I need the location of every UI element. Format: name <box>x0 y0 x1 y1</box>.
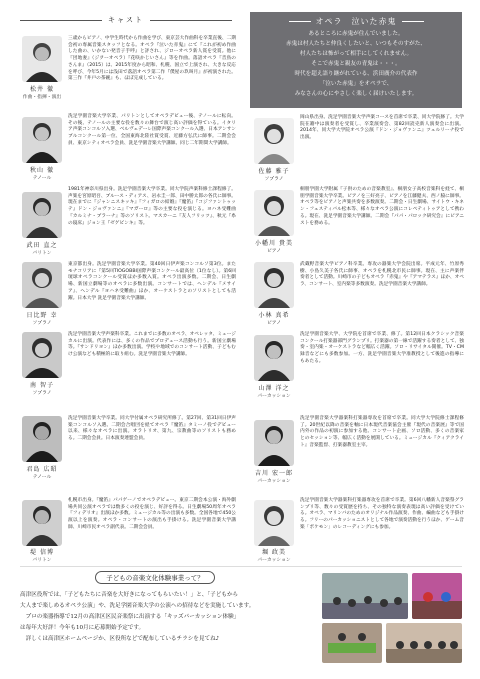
cast-name-block <box>18 310 66 326</box>
description-line: 大人まで楽しめるオペラ公演」や、洗足学園音楽大学の公演への招待などを実施しています。 <box>20 603 255 609</box>
event-photo-audience <box>322 573 408 619</box>
program-banner-title: 子どもの音楽文化体験事業って？ <box>95 571 215 584</box>
cast-role: 作曲・指揮・演出 <box>22 95 62 100</box>
cast-name-block <box>18 380 66 396</box>
cast-name: 吉川 宏一郎 <box>255 470 293 477</box>
cast-photo <box>254 262 294 308</box>
event-photos <box>322 573 462 665</box>
cast-name-block <box>18 165 66 181</box>
cast-name-block <box>250 166 298 182</box>
cast-bio: 洗足学園音楽大学卒業、パリトンとしてオペラデビュー後、テノールに転向。その後、テノールの主要な役を数々の舞台で演じ高い評価を得ている。イタリア声楽コンコルソ入選、ベルヴェデーレ国際声楽コンクール入選、日本アンサンブルコンクール第一位、全国東海北陸社賞受賞、近藤方弘氏に師事。二期会会員、東京シティオペラ会員、洗足学園音楽大学講師。同じ二年期間大学講師。 <box>68 114 236 146</box>
cast-name: 君島 広昭 <box>26 466 58 473</box>
cast-photo <box>254 190 294 236</box>
opera-line: 村人たちは怖がって相手にしてくれません。 <box>299 51 413 57</box>
cast-name: 南 智子 <box>30 382 54 389</box>
cast-name: 松井 徹 <box>30 86 54 93</box>
cast-name-block <box>250 383 298 399</box>
cast-bio: 札幌市出身。『魔笛』パパゲーノでオペラデビュー。東京二期会本公演・海外劇場共同公演オペラでは数多くの役を演じ、好評を得る。日生劇場50周年オペラ『フィデリオ』出演ほか多数。ミュージカル等の出演も多数。全国各地で450公演以上を演奏。オペラ・コンサートの演出も手掛ける。洗足学園音楽大学講師、川崎市民オペラ副代表。二期会会員。 <box>68 498 236 530</box>
cast-name: 武田 直之 <box>26 242 58 249</box>
cast-name: 山澤 洋之 <box>258 385 290 392</box>
description-line: プロの楽器指導で12月の高津区区民音楽祭に出演する「キッズパーカッション体験」 <box>20 614 240 620</box>
cast-name-block <box>18 84 66 100</box>
cast-role: パーカッション <box>257 394 291 399</box>
cast-photo <box>22 192 62 238</box>
cast-name: 堤 信博 <box>30 549 54 556</box>
cast-bio: 洗足学園音楽大学、大学院を首席で卒業、修了。第12回日本クラシック音楽コンクール打楽器部門グランプリ。打楽器の第一線で活躍する奏者として、独奏・室内楽・オーケストラなど幅広く活躍。ソロ・リサイタル開催。TV・CM録音などにも多数参加。一方、洗足学園音楽大学准教授として後進の指導にもあたる。 <box>300 332 464 364</box>
opera-line: そこで赤鬼と親友の青鬼は・・・。 <box>311 61 401 67</box>
program-banner <box>20 570 290 584</box>
section-divider <box>20 566 462 567</box>
opera-line: あるところに赤鬼が住んでいました。 <box>308 31 404 37</box>
cast-bio: 洗足学園音楽大学器楽科打楽器専攻を首席で卒業。第6回八幡新人音楽祭グランプリ等、数々の受賞歴を持ち、その独特な演奏表現は高い評価を受けている。オペラ、マリンバのためのオリジナル作品演奏、作曲、編曲なども手掛ける。フリーのパーカッショニストとして各地で演奏活動を行うほか、ゲーム音楽「ポケモン」のレコーディングにも参加。 <box>300 498 464 530</box>
cast-role: パーカッション <box>257 558 291 563</box>
cast-photo <box>22 262 62 308</box>
cast-name: 小林 真希 <box>258 312 290 319</box>
cast-name-block <box>18 547 66 563</box>
opera-line: 「泣いた赤鬼」をオペラで、 <box>319 81 393 87</box>
description-line: 詳しくは高津区ホームページか、区役所などで配布しているチラシを見てね♪ <box>20 636 220 642</box>
cast-role: ピアノ <box>266 321 281 326</box>
cast-photo <box>22 500 62 546</box>
cast-role: テノール <box>32 475 52 480</box>
cast-role: ソプラノ <box>32 391 52 396</box>
cast-role: バリトン <box>32 558 52 563</box>
cast-photo <box>22 416 62 462</box>
cast-role: ソプラノ <box>264 177 284 182</box>
cast-photo <box>254 500 294 546</box>
cast-name-block <box>18 464 66 480</box>
description-line: 高津区役所では、「子どもたちに音楽を大好きになってもらいたい！」と、「子どもから <box>20 592 239 598</box>
cast-photo <box>254 118 294 164</box>
cast-photo <box>254 335 294 381</box>
cast-bio: 三歳からピアノ、中学生時代から作曲を学び、東京芸大作曲科を卒業直後、二期会初の専属音楽スタッフとなる。オペラ『泣いた赤鬼』にて『これが初め作曲した曲の、いかない発音子手呼』と評され、ジローオペラ新人賞を受賞。他に『団地妻』（ジヲーオペラ）『花咲かじいさん』等を作曲。落語オペラ『音鳥のさんま』（2015）は、2015年度から昭和、札幌、国立で上演され、大きな反応を呼び、今年5月には浅田で落語オペラ第二作『僕屋の玖叫月』が初演された。第三作『井戸の茶碗』も、ほぼ完成している。 <box>68 36 236 82</box>
cast-photo <box>254 420 294 466</box>
cast-name: 秋山 徹 <box>30 167 54 174</box>
cast-role: バリトン <box>32 251 52 256</box>
opera-title <box>256 16 456 27</box>
cast-bio: 洗足学園音楽大学声楽科卒業。これまでに多数のオペラ、オペレッタ、ミュージカルに出演。代表作には、多くの作品でプロデュース活動も行う。新国立劇場等。『サンドリヨン』ほか多数出演。学校や地域でのコンサート活動、子どもむけ公演なども積極的に取り組む。洗足学園音楽大学講師。 <box>68 332 236 358</box>
cast-bio: 武蔵野音楽大学ピアノ科卒業。専攻の器楽大学会院出席。平成元年、竹原秀樹、小島久美子各氏に師事、オペラを札幌北市民に師事。現在、主に声楽伴奏者として活動。川崎市の子どもオペラ『赤鬼』や『アマテラス』ほか、オペラ、コンサート、室内楽等多数演奏。洗足学園音楽大学講師。 <box>300 262 464 288</box>
cast-role: ソプラノ <box>32 321 52 326</box>
event-photo-stage <box>412 573 462 619</box>
cast-bio: 岡山県出身。洗足学園音楽大学声楽コースを首席で卒業、同大学院修了。大学院在籍中は演奏者を受賞し、卒業演奏会、第82回読売新人演奏会に出演。2014年、同大学大学院オペラ公演『ドン・ジョヴァンニ』ツェルリーナ役で出演。 <box>300 115 464 141</box>
cast-photo <box>22 117 62 163</box>
opera-line: 時代を超え語り継がれている、浜田廣介の代表作 <box>294 71 418 77</box>
opera-line: みなさんの心にやさしく楽しく届けいたします。 <box>294 91 418 97</box>
opera-line: 赤鬼は村人たちと仲良くしたいと、いつもそのすがた、 <box>286 41 426 47</box>
cast-name: 佐藤 雅子 <box>258 168 290 175</box>
cast-bio: 桐朋学園大学附属『子供のための音楽教室』、桐朋女子高校音楽科を経て、桐朋学園音楽大学卒業。ピアノを三好亮子、ピアノを江藤健夫、西ノ脇に師事。オペラ等をピアノと声楽共奏を多数演奏。二期会・日生劇場、サイトウ・キネン・フェスティバル松本等、様々なオペラ公演にコレペティトゥアとして携わる。現在、洗足学園音楽大学講師。二期会『パパ・パロック研究会』にピアニストを務める。 <box>300 187 464 226</box>
program-description <box>20 590 310 645</box>
cast-role: ピアノ <box>266 249 281 254</box>
cast-bio: 洗足学園音楽大学器楽科打楽器専攻を首席で卒業。同大学大学院修士課程修了。20世紀以降の音楽を軸に日本現代音楽協会主催『現代の音楽展』等で国内外の作品の初演に参加する他、コンサート企画、ソロ活動、多くの音楽家とのセッション等、幅広く活動を展開している。ミュージカル『クィアクライト』音楽監督、打楽器教室主宰。 <box>300 416 464 448</box>
cast-name-block <box>18 240 66 256</box>
event-photo-kids <box>386 623 462 663</box>
cast-name: 小幡川 貴美 <box>255 240 293 247</box>
cast-label: キャスト <box>108 16 144 24</box>
cast-photo <box>22 36 62 82</box>
cast-name-block <box>250 238 298 254</box>
cast-name: 堀 政美 <box>262 549 286 556</box>
event-photo-percussion <box>322 623 382 663</box>
cast-name-block <box>250 547 298 563</box>
cast-header <box>20 14 232 26</box>
cast-name-block <box>250 468 298 484</box>
cast-name-block <box>250 310 298 326</box>
opera-synopsis-box <box>250 12 462 108</box>
cast-role: パーカッション <box>257 479 291 484</box>
cast-photo <box>22 332 62 378</box>
cast-bio: 1981年神奈川県出身。洗足学園音楽大学卒業。同大学院声楽科修士課程修了。声楽を宮原昭吾、ブルース・ディアス、岩永圭一郎、田中勝太郎の各氏に師事。現在までに『ジャンニスキッキ』『フィガロの結婚』『魔笛』『コジファントゥッテ』ドン・ジョヴァンニ』『マガーロ』等の主要な役を演じる。ヨハネ受難曲『カルミナ・ブラーナ』等のソリスト。マスカーニ『友人フリッツ』、秋元『糸の寝床』ジョン王『ゼゲビンキ』等。 <box>68 187 236 226</box>
description-line: は毎年大好評！今年も10月に応募開始予定です。 <box>20 625 145 631</box>
cast-bio: 洗足学園音楽大学卒業。同大学付属オペラ研究所修了。第27回、第31回日伊声楽コンコルソ入選。二期会合唱団を経てオペラ『魔笛』タミーノ役でデビュー以来、様々なオペラに出演。オラトリオ、第九、宗教曲等のソリストも務める。二期会会員。日本演奏連盟会員。 <box>68 416 236 442</box>
cast-name: 日比野 幸 <box>26 312 58 319</box>
opera-title-text: オペラ 泣いた赤鬼 <box>315 17 397 26</box>
cast-bio: 東京都出身。洗足学園音楽大学卒業。第40回日伊声楽コンコルソ第3位。またモナコリアに『第5回TIOGOBBI国際声楽コンクール最高位（1位なし）。第6回琉球オペラコンクール受賞ほか多数入賞。オペラ出演多数。二期会、日生劇場、新国立劇場等のオペラに多数出演。コンサートでは、ヘンデル『メサイア』、ヘンデル『ヨハネ受難曲』ほか、オーケストラとのソリストとしても活躍。日本大学 洗足学園音楽大学講師。 <box>68 262 236 301</box>
cast-role: テノール <box>32 176 52 181</box>
